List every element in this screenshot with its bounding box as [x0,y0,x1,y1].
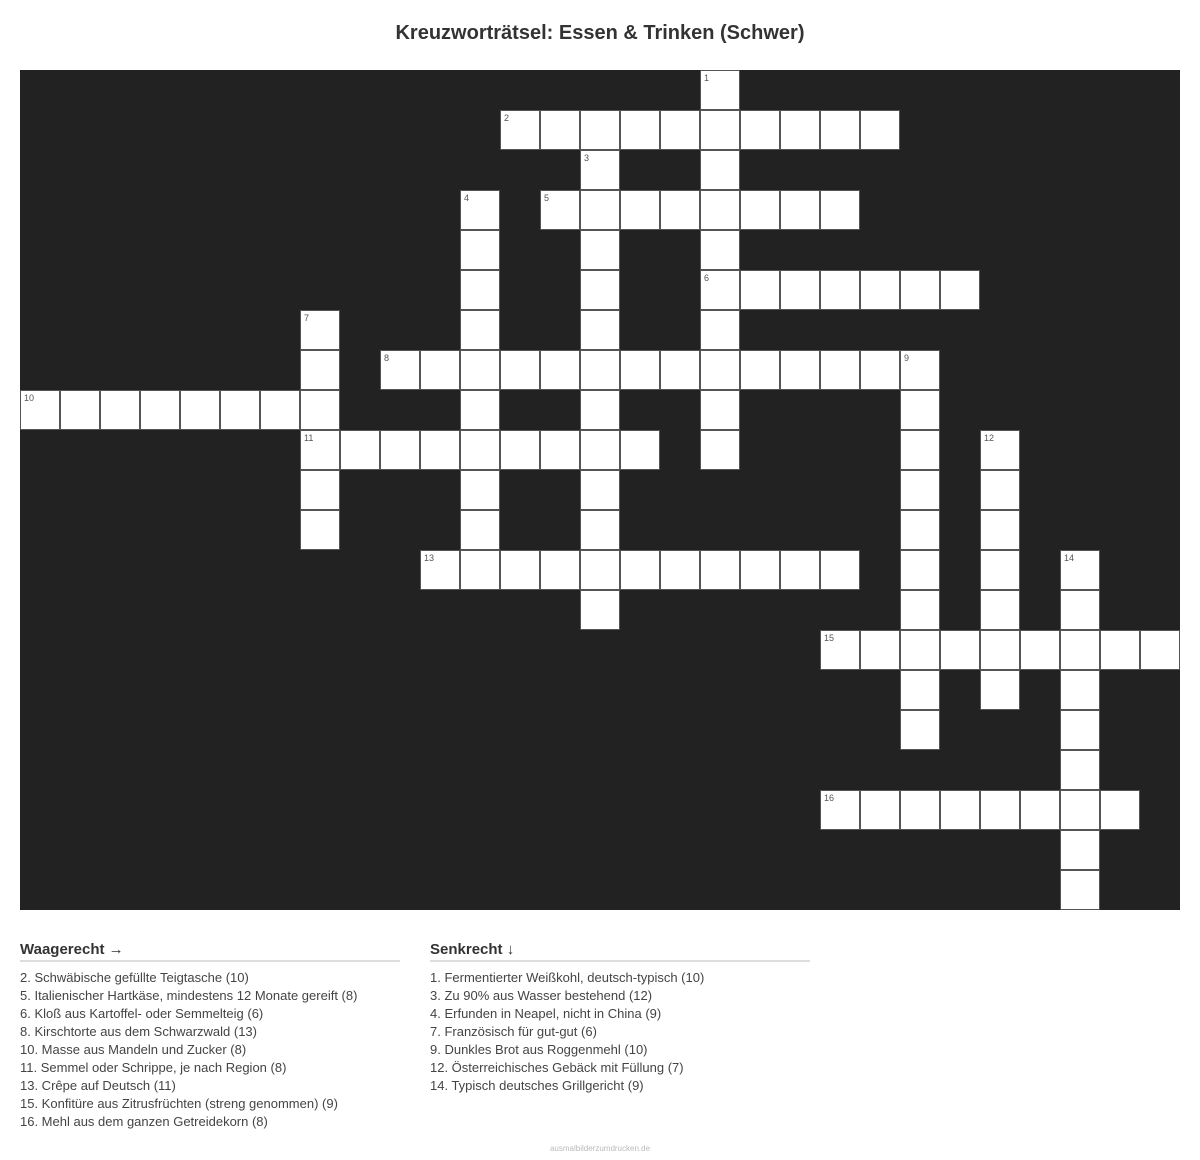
crossword-cell[interactable] [820,270,860,310]
crossword-cell[interactable] [820,790,860,830]
down-heading: Senkrecht ↓ [430,940,810,962]
crossword-cell[interactable] [1060,590,1100,630]
clue-number: 7 [304,313,310,323]
crossword-cell[interactable] [900,430,940,470]
clue-number: 10 [24,393,35,403]
crossword-cell[interactable] [700,190,740,230]
crossword-cell[interactable] [340,430,380,470]
crossword-cell[interactable] [540,430,580,470]
crossword-cell[interactable] [820,630,860,670]
crossword-cell[interactable] [580,110,620,150]
crossword-cell[interactable] [180,390,220,430]
crossword-cell[interactable] [820,190,860,230]
crossword-cell[interactable] [460,270,500,310]
crossword-cell[interactable] [460,430,500,470]
crossword-cell[interactable] [220,390,260,430]
clue-number: 5 [544,193,550,203]
crossword-cell[interactable] [460,310,500,350]
clue-number: 11 [304,433,314,443]
crossword-cell[interactable] [900,390,940,430]
crossword-cell[interactable] [300,430,340,470]
crossword-cell[interactable] [900,350,940,390]
crossword-cell[interactable] [700,350,740,390]
clue-across-13: 13. Crêpe auf Deutsch (11) [20,1078,176,1093]
crossword-cell[interactable] [900,710,940,750]
crossword-cell[interactable] [580,470,620,510]
crossword-cell[interactable] [60,390,100,430]
crossword-cell[interactable] [980,670,1020,710]
crossword-cell[interactable] [1060,790,1100,830]
crossword-cell[interactable] [860,110,900,150]
crossword-cell[interactable] [620,350,660,390]
crossword-cell[interactable] [580,390,620,430]
crossword-cell[interactable] [540,550,580,590]
crossword-cell[interactable] [300,350,340,390]
clue-across-11: 11. Semmel oder Schrippe, je nach Region (8) [20,1060,287,1075]
crossword-cell[interactable] [1100,790,1140,830]
crossword-cell[interactable] [660,350,700,390]
crossword-cell[interactable] [700,390,740,430]
crossword-cell[interactable] [260,390,300,430]
crossword-grid [20,70,1180,910]
crossword-cell[interactable] [580,270,620,310]
clue-across-5: 5. Italienischer Hartkäse, mindestens 12 Monate gereift (8) [20,988,358,1003]
crossword-cell[interactable] [980,430,1020,470]
clue-number: 6 [704,273,710,283]
crossword-cell[interactable] [380,430,420,470]
crossword-cell[interactable] [500,350,540,390]
clue-down-14: 14. Typisch deutsches Grillgericht (9) [430,1078,644,1093]
crossword-cell[interactable] [1060,870,1100,910]
crossword-cell[interactable] [700,430,740,470]
clue-down-9: 9. Dunkles Brot aus Roggenmehl (10) [430,1042,648,1057]
clue-number: 1 [704,73,710,83]
crossword-cell[interactable] [1100,630,1140,670]
crossword-cell[interactable] [620,430,660,470]
crossword-cell[interactable] [980,590,1020,630]
crossword-cell[interactable] [860,790,900,830]
crossword-cell[interactable] [460,390,500,430]
crossword-cell[interactable] [1060,710,1100,750]
across-clues-panel [20,940,400,1131]
crossword-cell[interactable] [300,310,340,350]
crossword-cell[interactable] [700,270,740,310]
crossword-cell[interactable] [100,390,140,430]
clue-across-8: 8. Kirschtorte aus dem Schwarzwald (13) [20,1024,257,1039]
crossword-cell[interactable] [460,470,500,510]
crossword-cell[interactable] [780,110,820,150]
crossword-cell[interactable] [900,790,940,830]
crossword-cell[interactable] [300,510,340,550]
clue-across-6: 6. Kloß aus Kartoffel- oder Semmelteig (6) [20,1006,264,1021]
crossword-cell[interactable] [740,550,780,590]
crossword-cell[interactable] [860,350,900,390]
crossword-cell[interactable] [460,230,500,270]
crossword-cell[interactable] [740,270,780,310]
across-clue-list [20,969,400,1131]
crossword-cell[interactable] [700,230,740,270]
crossword-cell[interactable] [1020,790,1060,830]
crossword-cell[interactable] [580,310,620,350]
crossword-cell[interactable] [780,350,820,390]
crossword-cell[interactable] [660,110,700,150]
footer-credit: ausmalbilderzumdrucken.de [549,1144,651,1153]
crossword-cell[interactable] [740,110,780,150]
crossword-cell[interactable] [900,630,940,670]
crossword-cell[interactable] [540,350,580,390]
clue-number: 4 [464,193,470,203]
crossword-cell[interactable] [780,190,820,230]
crossword-cell[interactable] [660,190,700,230]
crossword-cell[interactable] [820,550,860,590]
crossword-cell[interactable] [420,550,460,590]
clue-down-7: 7. Französisch für gut-gut (6) [430,1024,597,1039]
crossword-cell[interactable] [700,310,740,350]
crossword-cell[interactable] [1060,630,1100,670]
crossword-cell[interactable] [420,430,460,470]
crossword-cell[interactable] [940,630,980,670]
crossword-cell[interactable] [900,590,940,630]
crossword-cell[interactable] [1060,550,1100,590]
clue-down-4: 4. Erfunden in Neapel, nicht in China (9) [430,1006,662,1021]
crossword-cell[interactable] [780,270,820,310]
clue-across-16: 16. Mehl aus dem ganzen Getreidekorn (8) [20,1114,268,1129]
crossword-cell[interactable] [500,110,540,150]
crossword-cell[interactable] [580,150,620,190]
crossword-cell[interactable] [700,550,740,590]
crossword-cell[interactable] [420,350,460,390]
crossword-cell[interactable] [980,630,1020,670]
clue-down-3: 3. Zu 90% aus Wasser bestehend (12) [430,988,653,1003]
crossword-cell[interactable] [1060,670,1100,710]
crossword-cell[interactable] [740,190,780,230]
crossword-cell[interactable] [820,110,860,150]
crossword-cell[interactable] [460,190,500,230]
crossword-cell[interactable] [620,550,660,590]
crossword-cell[interactable] [580,350,620,390]
clue-number: 2 [504,113,510,123]
down-clues-panel [430,940,810,1095]
crossword-cell[interactable] [580,510,620,550]
crossword-cell[interactable] [580,190,620,230]
clue-number: 16 [824,793,835,803]
crossword-cell[interactable] [980,790,1020,830]
crossword-cell[interactable] [900,510,940,550]
crossword-cell[interactable] [620,110,660,150]
page-title: Kreuzworträtsel: Essen & Trinken (Schwer) [395,22,805,44]
crossword-cell[interactable] [580,590,620,630]
crossword-cell[interactable] [580,430,620,470]
crossword-cell[interactable] [780,550,820,590]
crossword-cell[interactable] [500,430,540,470]
crossword-cell[interactable] [900,550,940,590]
crossword-cell[interactable] [460,510,500,550]
clue-number: 3 [584,153,590,163]
crossword-cell[interactable] [860,270,900,310]
clue-number: 15 [824,633,835,643]
crossword-cell[interactable] [380,350,420,390]
crossword-cell[interactable] [1020,630,1060,670]
crossword-cell[interactable] [620,190,660,230]
crossword-cell[interactable] [1060,830,1100,870]
crossword-cell[interactable] [140,390,180,430]
crossword-cell[interactable] [580,550,620,590]
crossword-cell[interactable] [20,390,60,430]
across-heading: Waagerecht → [20,940,400,962]
crossword-cell[interactable] [660,550,700,590]
down-clue-list [430,969,810,1095]
crossword-cell[interactable] [580,230,620,270]
crossword-cell[interactable] [900,270,940,310]
crossword-cell[interactable] [740,350,780,390]
crossword-cell[interactable] [700,110,740,150]
crossword-cell[interactable] [460,350,500,390]
crossword-cell[interactable] [540,110,580,150]
crossword-cell[interactable] [1140,630,1180,670]
crossword-cell[interactable] [300,470,340,510]
crossword-cell[interactable] [1060,750,1100,790]
clue-number: 12 [984,433,995,443]
crossword-cell[interactable] [700,150,740,190]
crossword-cell[interactable] [980,510,1020,550]
crossword-cell[interactable] [300,390,340,430]
clue-across-2: 2. Schwäbische gefüllte Teigtasche (10) [20,970,249,985]
clue-number: 13 [424,553,435,563]
crossword-cell[interactable] [980,550,1020,590]
crossword-cell[interactable] [500,550,540,590]
clue-number: 8 [384,353,390,363]
clue-down-1: 1. Fermentierter Weißkohl, deutsch-typisch (10) [430,970,705,985]
clue-across-10: 10. Masse aus Mandeln und Zucker (8) [20,1042,247,1057]
clue-across-15: 15. Konfitüre aus Zitrusfrüchten (streng genommen) (9) [20,1096,338,1111]
clue-number: 9 [904,353,910,363]
crossword-cell[interactable] [540,190,580,230]
clue-number: 14 [1064,553,1075,563]
crossword-cell[interactable] [860,630,900,670]
crossword-cell[interactable] [820,350,860,390]
crossword-cell[interactable] [900,470,940,510]
crossword-cell[interactable] [900,670,940,710]
crossword-cell[interactable] [980,470,1020,510]
crossword-cell[interactable] [700,70,740,110]
crossword-cell[interactable] [940,790,980,830]
clue-down-12: 12. Österreichisches Gebäck mit Füllung (7) [430,1060,684,1075]
crossword-cell[interactable] [460,550,500,590]
crossword-cell[interactable] [940,270,980,310]
